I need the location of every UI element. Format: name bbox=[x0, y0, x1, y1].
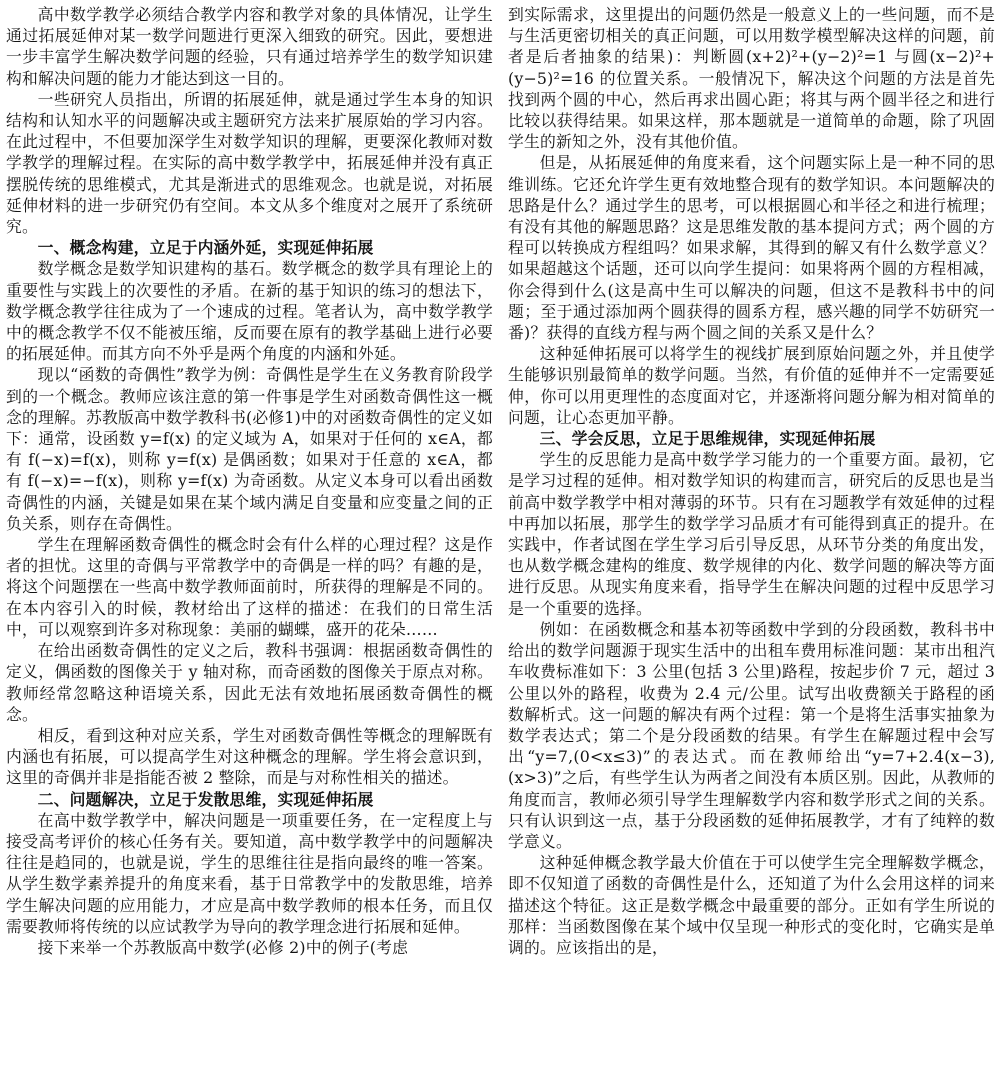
paragraph: 在给出函数奇偶性的定义之后，教科书强调：根据函数奇偶性的定义，偶函数的图像关于 y 轴对称，而奇函数的图像关于原点对称。教师经常忽略这种语境关系，因此无法有效地拓展函数奇偶性的概念。 bbox=[6, 641, 493, 724]
paragraph: 在高中数学教学中，解决问题是一项重要任务，在一定程度上与接受高考评价的核心任务有关。要知道，高中数学教学中的问题解决往往是趋同的，也就是说，学生的思维往往是指向最终的唯一答案。从学生数学素养提升的角度来看，基于日常教学中的发散思维，培养学生解决问题的应用能力，才应是高中数学教师的根本任务，而且仅需要教师将传统的以应试教学为导向的教学理念进行拓展和延伸。 bbox=[6, 810, 493, 936]
paragraph: 学生在理解函数奇偶性的概念时会有什么样的心理过程？这是作者的担忧。这里的奇偶与平常教学中的奇偶是一样的吗？有趣的是，将这个问题摆在一些高中数学教师面前时，所获得的理解是不同的。在本内容引入的时候，教材给出了这样的描述：在我们的日常生活中，可以观察到许多对称现象：美丽的蝴蝶，盛开的花朵…… bbox=[6, 535, 493, 639]
section-heading-2: 二、问题解决，立足于发散思维，实现延伸拓展 bbox=[37, 789, 374, 809]
right-column bbox=[508, 4, 995, 1074]
paragraph-continued: 到实际需求，这里提出的问题仍然是一般意义上的一些问题，而不是与生活更密切相关的真正问题，可以用数学模型解决这样的问题，前者是后者抽象的结果)：判断圆(x+2)²+(y−2)²=1 与圆(x−2)²+(y−5)²=16 的位置关系。一般情况下，解决这个问题的方法是首先找到两个圆的中心，然后再求出圆心距；将其与两个圆半径之和进行比较以获得结果。如果这样，那本题就是一道简单的命题，除了巩固学生的新知之外，没有其他价值。 bbox=[508, 5, 995, 152]
section-heading-1: 一、概念构建，立足于内涵外延，实现延伸拓展 bbox=[37, 238, 374, 258]
paragraph: 但是，从拓展延伸的角度来看，这个问题实际上是一种不同的思维训练。它还允许学生更有效地整合现有的数学知识。本问题解决的思路是什么？通过学生的思考，可以根据圆心和半径之和进行梳理；有没有其他的解题思路？这是思维发散的基本提问方式；两个圆的方程可以转换成方程组吗？如果求解，其得到的解又有什么数学意义？如果超越这个话题，还可以向学生提问：如果将两个圆的方程相减，你会得到什么(这是高中生可以解决的问题，但这不是教科书中的问题；至于通过添加两个圆获得的圆系方程，感兴趣的同学不妨研究一番)？获得的直线方程与两个圆之间的关系又是什么？ bbox=[508, 153, 995, 343]
paragraph: 接下来举一个苏教版高中数学(必修 2)中的例子(考虑 bbox=[37, 937, 409, 957]
intro-paragraph: 高中数学教学必须结合教学内容和教学对象的具体情况，让学生通过拓展延伸对某一数学问题进行更深入细致的研究。因此，要想进一步丰富学生解决数学问题的经验，只有通过培养学生的数学知识建构和解决问题的能力才能达到这一目的。 bbox=[6, 5, 493, 88]
paragraph: 现以“函数的奇偶性”教学为例：奇偶性是学生在义务教育阶段学到的一个概念。教师应该注意的第一件事是学生对函数奇偶性这一概念的理解。苏教版高中数学教科书(必修1)中的对函数奇偶性的定义如下：通常，设函数 y=f(x) 的定义域为 A，如果对于任何的 x∈A，都有 f(−x)=f(x)，则称 y=f(x) 是偶函数；如果对于任意的 x∈A，都有 f(−x)=−f(x)，则称 y=f(x) 为奇函数。从定义本身可以看出函数奇偶性的内涵，关键是如果在某个域内满足自变量和应变量之间的正负关系，则存在奇偶性。 bbox=[6, 365, 493, 533]
paragraph: 一些研究人员指出，所谓的拓展延伸，就是通过学生本身的知识结构和认知水平的问题解决或主题研究方法来扩展原始的学习内容。在此过程中，不但要加深学生对数学知识的理解，更要深化教师对数学教学的理解过程。在实际的高中数学教学中，拓展延伸并没有真正摆脱传统的思维模式，尤其是渐进式的思维观念。也就是说，对拓展延伸材料的进一步研究仍有空间。本文从多个维度对之展开了系统研究。 bbox=[6, 89, 493, 237]
left-column bbox=[6, 4, 493, 1074]
paragraph: 例如：在函数概念和基本初等函数中学到的分段函数，教科书中给出的数学问题源于现实生活中的出租车费用标准问题：某市出租汽车收费标准如下：3 公里(包括 3 公里)路程，按起步价 7 元，超过 3 公里以外的路程，收费为 2.4 元/公里。试写出收费额关于路程的函数解析式。这一问题的解决有两个过程：第一个是将生活事实抽象为数学表达式；第二个是分段函数的结果。有学生在解题过程中会写出“y=7,(0<x≤3)”的表达式。而在教师给出“y=7+2.4(x−3),(x>3)”之后，有些学生认为两者之间没有本质区别。因此，从教师的角度而言，教师必须引导学生理解数学内容和数学形式之间的关系。只有认识到这一点，基于分段函数的延伸拓展教学，才有了纯粹的数学意义。 bbox=[508, 619, 995, 851]
paragraph: 这种延伸概念教学最大价值在于可以使学生完全理解数学概念，即不仅知道了函数的奇偶性是什么，还知道了为什么会用这样的词来描述这个特征。这正是数学概念中最重要的部分。正如有学生所说的那样：当函数图像在某个域中仅呈现一种形式的变化时，它确实是单调的。应该指出的是， bbox=[508, 853, 995, 957]
paragraph: 这种延伸拓展可以将学生的视线扩展到原始问题之外，并且使学生能够识别最简单的数学问题。当然，有价值的延伸并不一定需要延伸，你可以用更理性的态度面对它，并逐渐将问题分解为相对简单的问题，让心态更加平静。 bbox=[508, 344, 995, 427]
paragraph: 数学概念是数学知识建构的基石。数学概念的数学具有理论上的重要性与实践上的次要性的矛盾。在新的基于知识的练习的想法下，数学概念教学往往成为了一个速成的过程。笔者认为，高中数学教学中的概念教学不仅不能被压缩，反而要在原有的教学基础上进行必要的拓展延伸。而其方向不外乎是两个角度的内涵和外延。 bbox=[6, 259, 493, 364]
paragraph: 学生的反思能力是高中数学学习能力的一个重要方面。最初，它是学习过程的延伸。相对数学知识的构建而言，研究后的反思也是当前高中数学教学中相对薄弱的环节。只有在习题教学有效延伸的过程中再加以拓展，那学生的数学学习品质才有可能得到真正的提升。在实践中，作者试图在学生学习后引导反思，从环节分类的角度出发，也从数学概念建构的维度、数学规律的内化、数学问题的解决等方面进行反思。从现实角度来看，指导学生在解决问题的过程中反思学习是一个重要的选择。 bbox=[508, 450, 995, 618]
section-heading-3: 三、学会反思，立足于思维规律，实现延伸拓展 bbox=[539, 429, 876, 449]
paragraph: 相反，看到这种对应关系，学生对函数奇偶性等概念的理解既有内涵也有拓展，可以提高学生对这种概念的理解。学生将会意识到，这里的奇偶并非是指能否被 2 整除，而是与对称性相关的描述。 bbox=[6, 725, 493, 788]
